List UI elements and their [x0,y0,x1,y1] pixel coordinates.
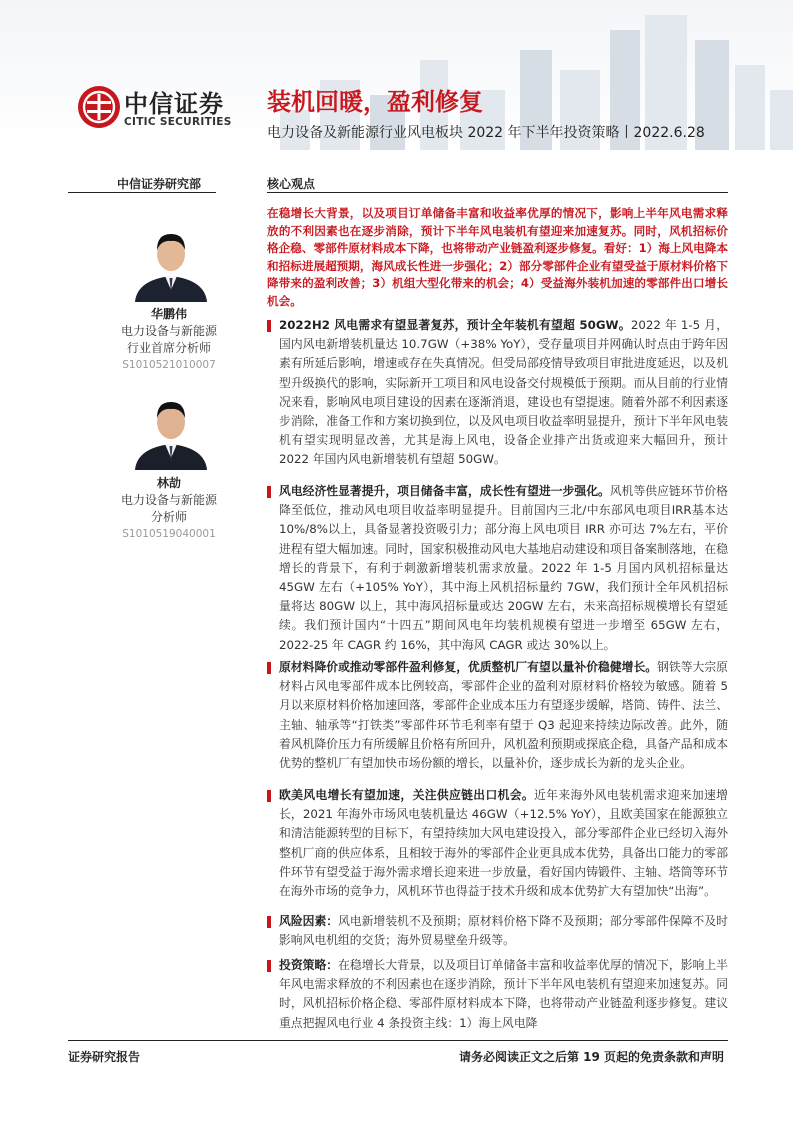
analyst-title: 电力设备与新能源 [120,493,217,507]
footer-divider [68,1040,728,1041]
left-column-divider [68,192,216,193]
analyst-cert: S1010519040001 [122,528,216,540]
section-body: 风电新增装机不及预期；原材料价格下降不及预期；部分零部件保障不及时影响风电机组的交货；海外贸易壁垒升级等。 [279,914,728,948]
citic-logo-icon [78,86,120,128]
main-column-divider [267,192,728,193]
analyst-title: 分析师 [150,510,187,524]
section-bullet [267,662,271,674]
research-dept: 中信证券研究部 [117,177,202,191]
section-lead: 欧美风电增长有望加速，关注供应链出口机会。 [279,788,535,802]
analyst-name: 林劼 [156,476,181,490]
section-lead: 投资策略： [279,958,339,972]
brand-name-en: CITIC SECURITIES [124,116,232,128]
skyline-building [770,90,793,150]
section-body: 风机等供应链环节价格降至低位，推动风电项目收益率明显提升。目前国内三北/中东部风电项目IRR基本达 10%/8%以上，具备显著投资吸引力；部分海上风电项目 IRR 亦可达 7%左右，平价进程有望大幅加速。同时，国家积极推动风电大基地启动建设和项目备案制落地，在稳增长的背景下，有利于刺激新增装机需求放量。2022 年 1-5 月国内风机招标量达 45GW 左右（+105% YoY），其中海上风机招标量约 7GW，我们预计全年风机招标量将达 80GW 以上，其中海风招标量或达 20GW 左右，未来高招标规模增长有望延续。我们预计国内“十四五”期间风电年均装机规模有望进一步增至 65GW 左右，2022-25 年 CAGR 约 16%，其中海风 CAGR 或达 30%以上。 [279,484,728,652]
skyline-building [735,65,765,150]
section-demand [267,316,728,470]
section-body: 近年来海外风电装机需求迎来加速增长，2021 年海外市场风电装机量达 46GW（+12.5% YoY），且欧美国家在能源独立和清洁能源转型的目标下，有望持续加大风电建设投入，部分零部件企业已经切入海外整机厂商的供应体系，且相较于海外的零部件企业更具成本优势，具备出口能力的零部件环节有望受益于海外需求增长迎来进一步放量，看好国内铸锻件、主轴、塔筒等环节在海外市场的竞争力，风机环节也得益于技术升级和成本优势扩大有望加快“出海”。 [279,788,728,899]
section-lead: 风电经济性显著提升，项目储备丰富，成长性有望进一步强化。 [279,484,610,498]
section-bullet [267,486,271,498]
section-components [267,658,728,773]
section-bullet [267,790,271,802]
analyst-title: 行业首席分析师 [126,341,211,355]
analyst-title: 电力设备与新能源 [120,324,217,338]
brand-name-cn: 中信证券 [124,90,224,118]
footer-report-type: 证券研究报告 [68,1050,141,1064]
analyst-card [96,475,242,543]
analyst-photo [129,218,213,302]
core-heading: 核心观点 [267,177,316,191]
section-bullet [267,320,271,332]
analyst-card [96,306,242,374]
analyst-cert: S1010521010007 [122,359,216,371]
footer-disclaimer: 请务必阅读正文之后第 19 页起的免责条款和声明 [459,1050,725,1064]
section-lead: 2022H2 风电需求有望显著复苏，预计全年装机有望超 50GW。 [279,318,631,332]
section-bullet [267,916,271,928]
analyst-photo [129,386,213,470]
section-overseas [267,786,728,901]
section-body: 在稳增长大背景，以及项目订单储备丰富和收益率优厚的情况下，影响上半年风电需求释放的不利因素也在逐步消除，预计下半年风电装机有望迎来加速复苏。同时，风机招标价格企稳、零部件原材料成本下降，也将带动产业链盈利逐步修复。建议重点把握风电行业 4 条投资主线：1）海上风电降 [279,958,728,1030]
section-lead: 风险因素： [279,914,339,928]
section-body: 2022 年 1-5 月，国内风电新增装机量达 10.7GW（+38% YoY），受存量项目并网确认时点由于跨年因素有所延后影响，增速或存在失真情况。但受局部疫情导致项目审批进度延迟，以及机型升级换代的影响，实际新开工项目和风电设备交付规模低于预期。而从目前的行业情况来看，影响风电项目建设的因素在逐渐消退，建设也有望提速。随着外部不利因素逐步消除，准备工作和方案切换到位，以及风电项目收益率明显提升，预计下半年风电装机有望实现明显改善，尤其是海上风电，设备企业排产出货或迎来大幅回升，预计 2022 年国内风电新增装机有望超 50GW。 [279,318,728,467]
core-summary: 在稳增长大背景，以及项目订单储备丰富和收益率优厚的情况下，影响上半年风电需求释放的不利因素也在逐步消除，预计下半年风电装机有望迎来加速复苏。同时，风机招标价格企稳、零部件原材料成本下降，也将带动产业链盈利逐步修复。看好：1）海上风电降本和招标进展超预期，海风成长性进一步强化；2）部分零部件企业有望受益于原材料价格下降带来的盈利改善；3）机组大型化带来的机会；4）受益海外装机加速的零部件出口增长机会。 [267,206,728,308]
section-body: 钢铁等大宗原材料占风电零部件成本比例较高，零部件企业的盈利对原材料价格较为敏感。随着 5 月以来原材料价格加速回落，零部件企业成本压力有望逐步缓解，塔筒、铸件、法兰、主轴、轴承等“打铁类”零部件环节毛利率有望于 Q3 起迎来持续边际改善。此外，随着风机降价压力有所缓解且价格有所回升，风机盈利预期或探底企稳，具备产品和成本优势的整机厂有望加快市场份额的增长，以量补价，逐步成长为新的龙头企业。 [279,660,728,771]
section-strategy [267,956,728,1033]
section-economics [267,482,728,655]
report-subtitle: 电力设备及新能源行业风电板块 2022 年下半年投资策略丨2022.6.28 [267,125,705,141]
analyst-name: 华鹏伟 [150,307,187,321]
section-bullet [267,960,271,972]
section-risks [267,912,728,950]
report-title: 装机回暖，盈利修复 [267,88,483,116]
section-lead: 原材料降价或推动零部件盈利修复，优质整机厂有望以量补价稳健增长。 [279,660,658,674]
